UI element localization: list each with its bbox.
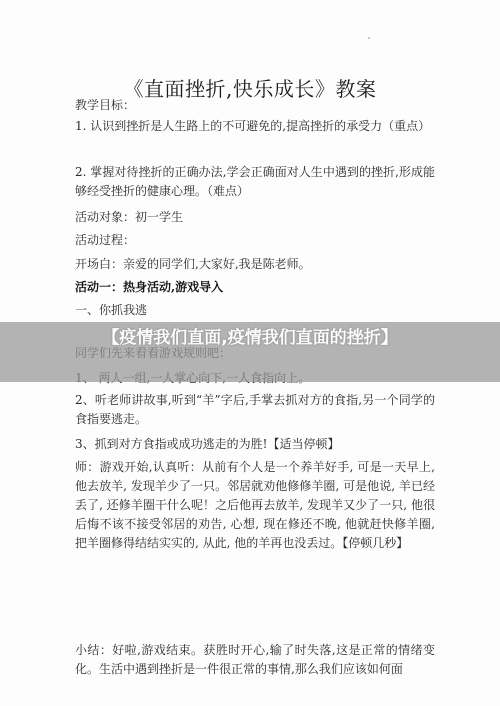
activity-process-heading: 活动过程： [75,233,136,247]
goal-1: 1. 认识到挫折是人生路上的不可避免的,提高挫折的承受力（重点） [75,119,431,133]
activity-target: 活动对象：初一学生 [75,210,184,224]
game-name: 一、你抓我逃 [75,303,148,317]
document-title: 《直面挫折,快乐成长》教案 [123,77,377,101]
summary: 小结：好啦,游戏结束。获胜时开心,输了时失落,这是正常的情绪变化。生活中遇到挫折是一件很正常的事情,那么我们应该如何面 [75,643,435,676]
decorative-dot [368,37,370,39]
rule-3: 3、抓到对方食指或成功逃走的为胜!【适当停顿】 [75,437,340,451]
rule-2: 2、听老师讲故事,听到“羊”字后,手掌去抓对方的食指,另一个同学的食指要逃走。 [75,393,435,426]
overlay-banner-text: 【疫情我们直面,疫情我们直面的挫折】 [102,328,398,348]
teacher-story: 师：游戏开始,认真听：从前有个人是一个养羊好手, 可是一天早上, 他去放羊, 发现羊少了一只。邻居就劝他修修羊圈, 可是他说, 羊已经丢了, 还修羊圈干什么呢！之后他再去放羊, 发现羊又少了一只, 他很后悔不该不接受邻居的劝告, 心想, 现在修还不晚, 他就赶快修羊圈, 把羊圈修得结结实实的, 从此, 他的羊再也没丢过。【停顿几秒】 [75,460,435,550]
teaching-goals-heading: 教学目标： [75,98,136,112]
opening-remarks: 开场白：亲爱的同学们,大家好,我是陈老师。 [75,257,311,271]
activity-one-heading: 活动一：热身活动,游戏导入 [75,280,224,294]
goal-2: 2. 掌握对待挫折的正确办法,学会正确面对人生中遇到的挫折,形成能够经受挫折的健康心理。（难点） [75,165,435,198]
